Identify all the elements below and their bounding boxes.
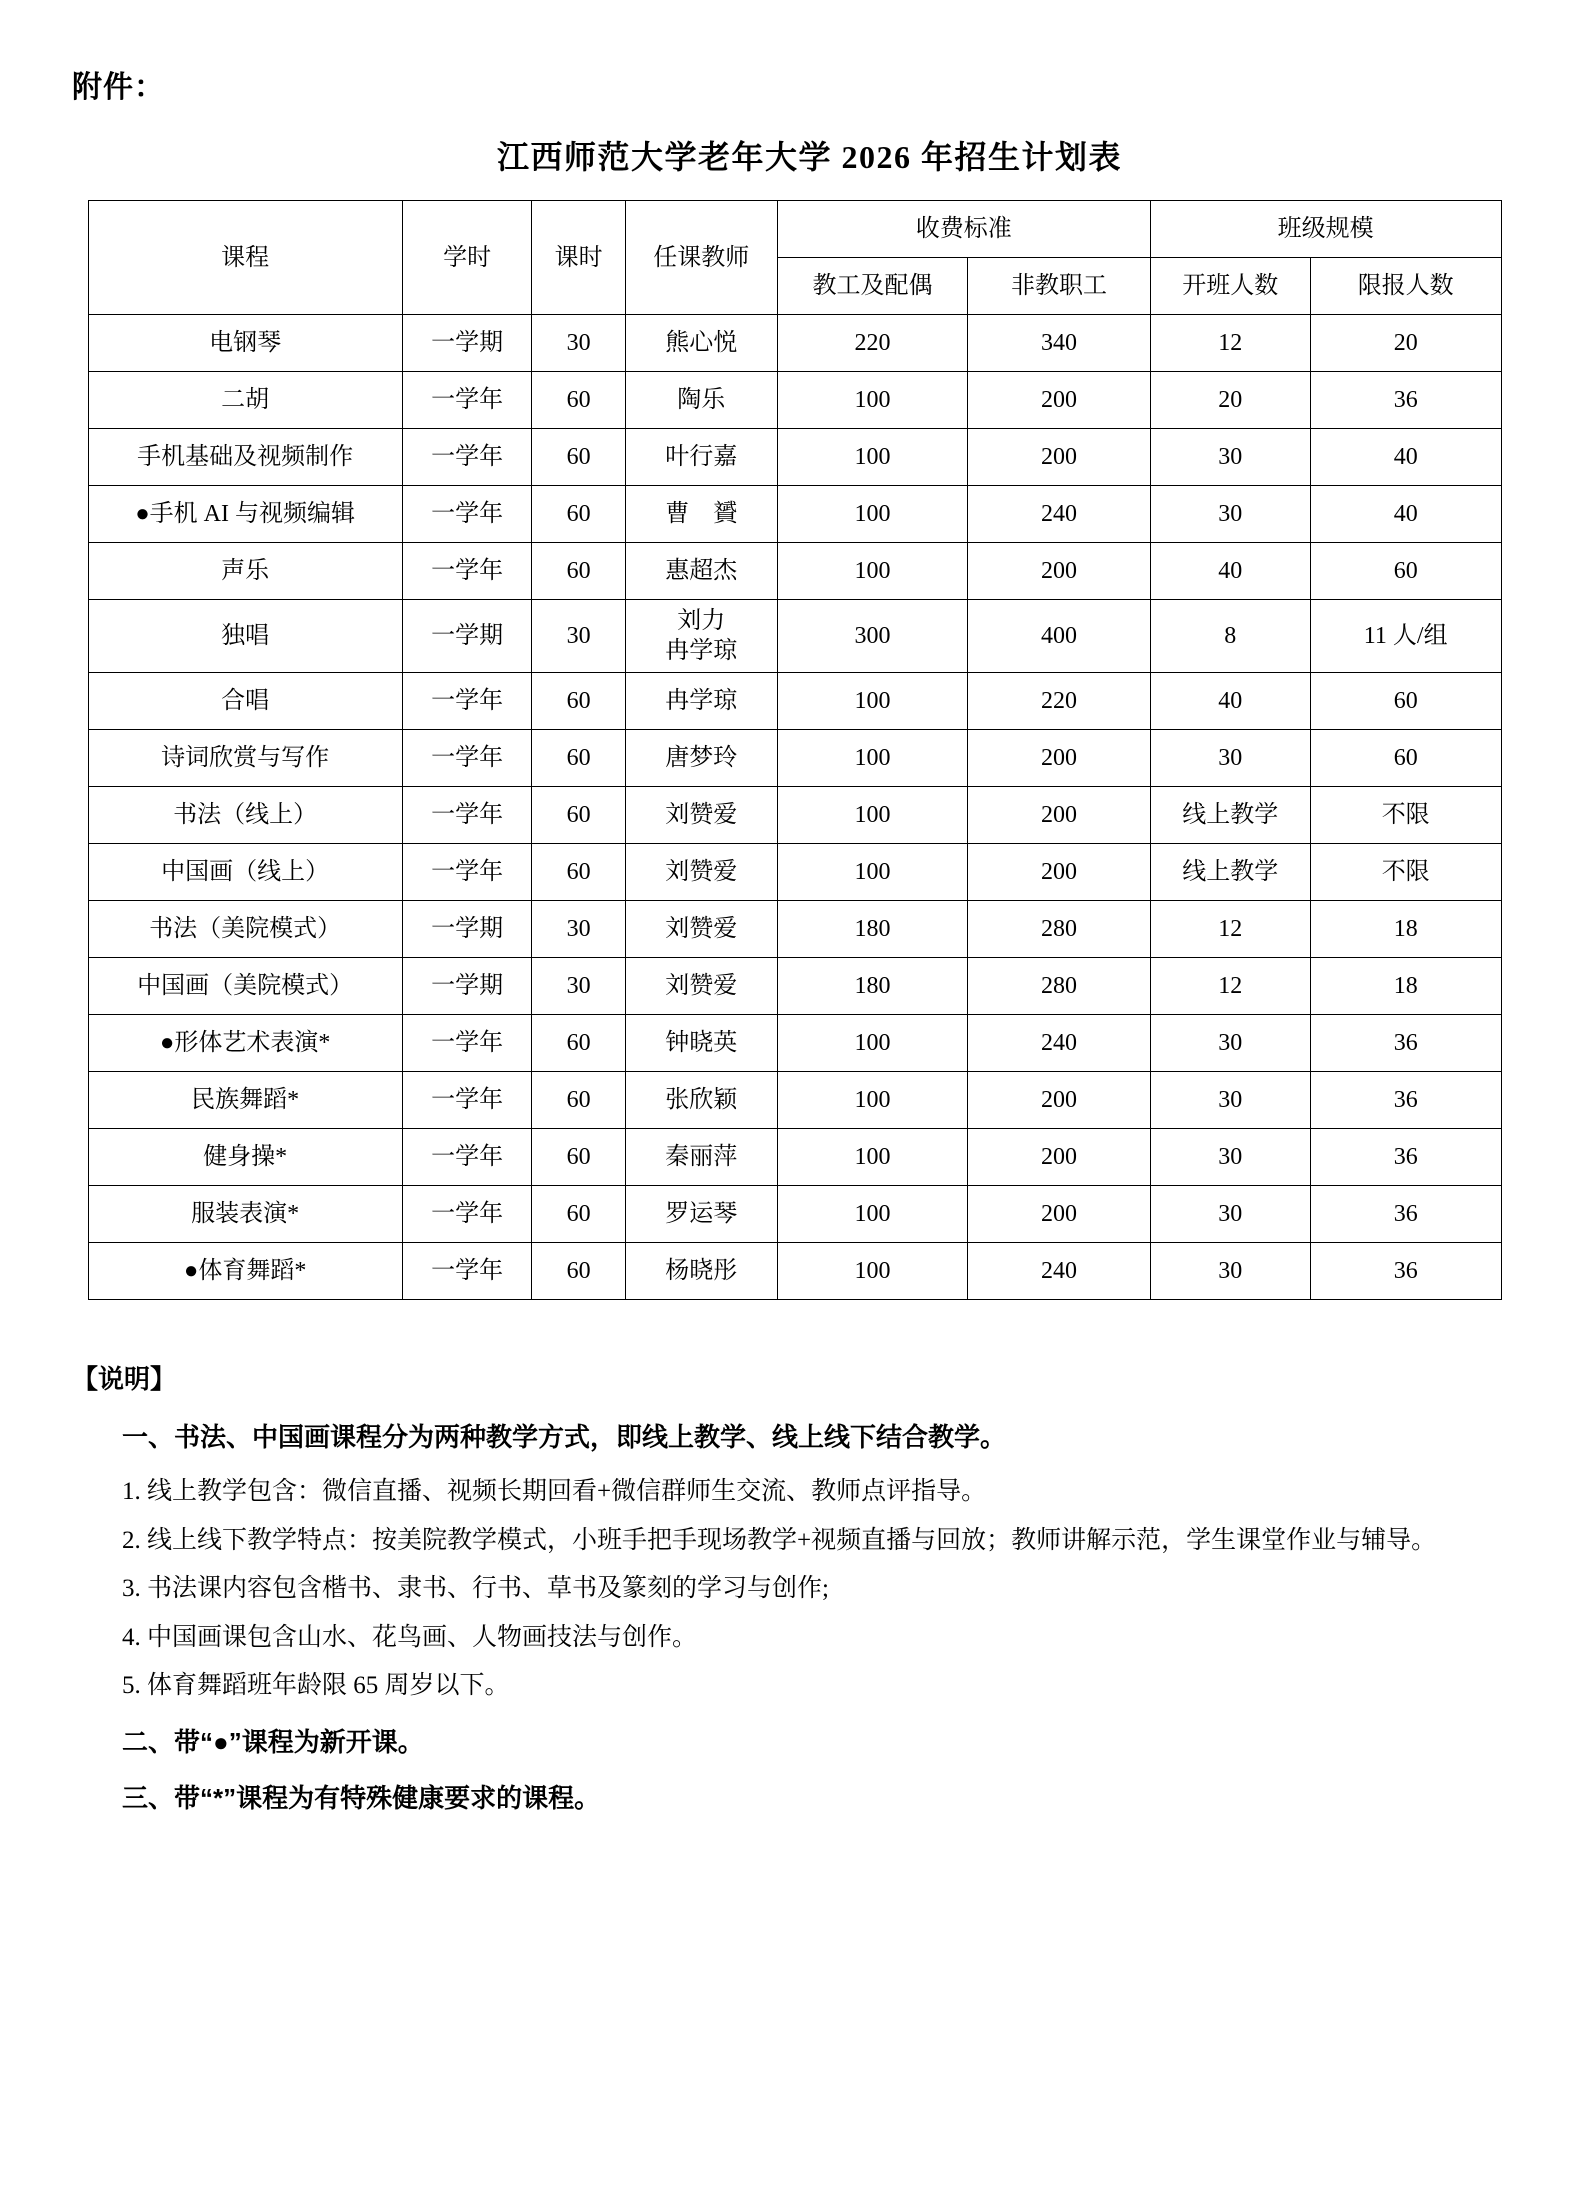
- cell-teacher: 刘赞爱: [625, 844, 777, 901]
- cell-open-count: 12: [1150, 958, 1310, 1015]
- cell-course: 独唱: [88, 600, 402, 673]
- cell-hours: 60: [532, 787, 625, 844]
- cell-open-count: 线上教学: [1150, 787, 1310, 844]
- cell-fee-nonstaff: 240: [968, 1243, 1150, 1300]
- cell-course: 声乐: [88, 543, 402, 600]
- cell-fee-staff: 100: [777, 844, 968, 901]
- cell-fee-nonstaff: 200: [968, 543, 1150, 600]
- notes-section: [70, 1358, 1519, 1819]
- cell-fee-staff: 180: [777, 958, 968, 1015]
- cell-hours: 60: [532, 429, 625, 486]
- note-sub-5: 5. 体育舞蹈班年龄限 65 周岁以下。: [122, 1672, 510, 1700]
- attachment-label: 附件：: [72, 71, 165, 104]
- cell-fee-staff: 300: [777, 600, 968, 673]
- cell-open-count: 30: [1150, 1186, 1310, 1243]
- cell-limit-count: 18: [1310, 901, 1501, 958]
- cell-open-count: 30: [1150, 486, 1310, 543]
- cell-limit-count: 40: [1310, 486, 1501, 543]
- cell-course: ●手机 AI 与视频编辑: [88, 486, 402, 543]
- cell-term: 一学年: [402, 543, 532, 600]
- cell-hours: 60: [532, 486, 625, 543]
- cell-hours: 60: [532, 1129, 625, 1186]
- cell-hours: 60: [532, 1015, 625, 1072]
- cell-fee-staff: 100: [777, 543, 968, 600]
- cell-fee-staff: 100: [777, 787, 968, 844]
- note-sub-2: 2. 线上线下教学特点：按美院教学模式，小班手把手现场教学+视频直播与回放；教师讲解示范，学生课堂作业与辅导。: [122, 1526, 1437, 1554]
- cell-fee-nonstaff: 200: [968, 787, 1150, 844]
- cell-course: 二胡: [88, 372, 402, 429]
- cell-fee-staff: 220: [777, 315, 968, 372]
- header-hours: 课时: [532, 201, 625, 315]
- note-item-1: 一、书法、中国画课程分为两种教学方式，即线上教学、线上线下结合教学。: [122, 1422, 1007, 1453]
- table-row: [88, 1015, 1501, 1072]
- cell-fee-nonstaff: 200: [968, 429, 1150, 486]
- cell-course: ●形体艺术表演*: [88, 1015, 402, 1072]
- cell-open-count: 线上教学: [1150, 844, 1310, 901]
- enrollment-plan-table: [88, 200, 1502, 1300]
- cell-term: 一学年: [402, 673, 532, 730]
- cell-term: 一学年: [402, 730, 532, 787]
- cell-limit-count: 60: [1310, 673, 1501, 730]
- cell-limit-count: 18: [1310, 958, 1501, 1015]
- header-term: 学时: [402, 201, 532, 315]
- cell-fee-staff: 100: [777, 372, 968, 429]
- cell-fee-staff: 100: [777, 730, 968, 787]
- cell-fee-staff: 100: [777, 1072, 968, 1129]
- cell-fee-staff: 100: [777, 1243, 968, 1300]
- cell-hours: 30: [532, 901, 625, 958]
- cell-open-count: 30: [1150, 730, 1310, 787]
- cell-teacher: 陶乐: [625, 372, 777, 429]
- cell-teacher: 曹 贇: [625, 486, 777, 543]
- cell-fee-staff: 100: [777, 486, 968, 543]
- cell-limit-count: 60: [1310, 543, 1501, 600]
- header-open-count: 开班人数: [1150, 258, 1310, 315]
- cell-limit-count: 36: [1310, 1072, 1501, 1129]
- cell-hours: 60: [532, 1186, 625, 1243]
- cell-course: 合唱: [88, 673, 402, 730]
- table-row: [88, 1186, 1501, 1243]
- cell-hours: 60: [532, 543, 625, 600]
- cell-open-count: 40: [1150, 673, 1310, 730]
- cell-teacher: 秦丽萍: [625, 1129, 777, 1186]
- cell-limit-count: 36: [1310, 1015, 1501, 1072]
- cell-term: 一学年: [402, 372, 532, 429]
- cell-limit-count: 36: [1310, 1186, 1501, 1243]
- cell-hours: 60: [532, 730, 625, 787]
- cell-course: 电钢琴: [88, 315, 402, 372]
- notes-heading: 【说明】: [72, 1364, 177, 1394]
- cell-limit-count: 不限: [1310, 844, 1501, 901]
- header-fee-group: 收费标准: [777, 201, 1150, 258]
- cell-fee-nonstaff: 400: [968, 600, 1150, 673]
- cell-course: 民族舞蹈*: [88, 1072, 402, 1129]
- cell-limit-count: 36: [1310, 1243, 1501, 1300]
- cell-teacher: 刘赞爱: [625, 901, 777, 958]
- note-sub-3: 3. 书法课内容包含楷书、隶书、行书、草书及篆刻的学习与创作;: [122, 1575, 829, 1603]
- cell-fee-staff: 100: [777, 1015, 968, 1072]
- cell-open-count: 30: [1150, 1243, 1310, 1300]
- table-row: [88, 1072, 1501, 1129]
- cell-limit-count: 40: [1310, 429, 1501, 486]
- cell-term: 一学年: [402, 1129, 532, 1186]
- cell-teacher: 刘力 冉学琼: [625, 600, 777, 673]
- table-row: [88, 673, 1501, 730]
- cell-teacher: 叶行嘉: [625, 429, 777, 486]
- cell-term: 一学年: [402, 1243, 532, 1300]
- cell-term: 一学年: [402, 787, 532, 844]
- cell-open-count: 8: [1150, 600, 1310, 673]
- cell-open-count: 30: [1150, 429, 1310, 486]
- cell-teacher: 惠超杰: [625, 543, 777, 600]
- cell-fee-nonstaff: 340: [968, 315, 1150, 372]
- cell-teacher: 冉学琼: [625, 673, 777, 730]
- cell-course: 中国画（线上）: [88, 844, 402, 901]
- cell-limit-count: 36: [1310, 372, 1501, 429]
- cell-fee-nonstaff: 200: [968, 730, 1150, 787]
- cell-open-count: 30: [1150, 1015, 1310, 1072]
- note-item-3: 三、带“*”课程为有特殊健康要求的课程。: [122, 1782, 601, 1813]
- cell-teacher: 唐梦玲: [625, 730, 777, 787]
- cell-fee-nonstaff: 240: [968, 1015, 1150, 1072]
- table-row: [88, 1129, 1501, 1186]
- cell-hours: 60: [532, 1243, 625, 1300]
- cell-fee-nonstaff: 200: [968, 372, 1150, 429]
- cell-hours: 30: [532, 958, 625, 1015]
- cell-course: 手机基础及视频制作: [88, 429, 402, 486]
- cell-term: 一学年: [402, 1072, 532, 1129]
- cell-teacher: 张欣颖: [625, 1072, 777, 1129]
- note-item-2: 二、带“●”课程为新开课。: [122, 1726, 424, 1757]
- table-row: [88, 315, 1501, 372]
- table-header-row-1: [88, 201, 1501, 258]
- table-head: [88, 201, 1501, 315]
- cell-fee-nonstaff: 220: [968, 673, 1150, 730]
- cell-fee-nonstaff: 280: [968, 958, 1150, 1015]
- table-row: [88, 486, 1501, 543]
- cell-fee-nonstaff: 200: [968, 1072, 1150, 1129]
- cell-fee-nonstaff: 200: [968, 1129, 1150, 1186]
- cell-fee-staff: 180: [777, 901, 968, 958]
- cell-open-count: 12: [1150, 901, 1310, 958]
- note-sub-1: 1. 线上教学包含：微信直播、视频长期回看+微信群师生交流、教师点评指导。: [122, 1478, 987, 1506]
- table-row: [88, 600, 1501, 673]
- cell-fee-staff: 100: [777, 673, 968, 730]
- cell-open-count: 30: [1150, 1129, 1310, 1186]
- table-row: [88, 958, 1501, 1015]
- cell-limit-count: 36: [1310, 1129, 1501, 1186]
- cell-course: 健身操*: [88, 1129, 402, 1186]
- cell-term: 一学期: [402, 958, 532, 1015]
- table-row: [88, 844, 1501, 901]
- cell-term: 一学年: [402, 1186, 532, 1243]
- cell-fee-nonstaff: 200: [968, 844, 1150, 901]
- cell-course: ●体育舞蹈*: [88, 1243, 402, 1300]
- header-fee-nonstaff: 非教职工: [968, 258, 1150, 315]
- cell-limit-count: 不限: [1310, 787, 1501, 844]
- cell-fee-nonstaff: 280: [968, 901, 1150, 958]
- cell-teacher: 钟晓英: [625, 1015, 777, 1072]
- cell-teacher: 熊心悦: [625, 315, 777, 372]
- cell-course: 书法（美院模式）: [88, 901, 402, 958]
- table-row: [88, 787, 1501, 844]
- cell-fee-nonstaff: 240: [968, 486, 1150, 543]
- cell-course: 书法（线上）: [88, 787, 402, 844]
- cell-open-count: 20: [1150, 372, 1310, 429]
- cell-fee-staff: 100: [777, 429, 968, 486]
- cell-hours: 60: [532, 844, 625, 901]
- cell-term: 一学期: [402, 600, 532, 673]
- cell-teacher: 刘赞爱: [625, 787, 777, 844]
- cell-open-count: 12: [1150, 315, 1310, 372]
- cell-fee-staff: 100: [777, 1129, 968, 1186]
- cell-hours: 60: [532, 1072, 625, 1129]
- cell-teacher: 刘赞爱: [625, 958, 777, 1015]
- cell-hours: 30: [532, 315, 625, 372]
- cell-hours: 30: [532, 600, 625, 673]
- cell-limit-count: 60: [1310, 730, 1501, 787]
- cell-teacher: 罗运琴: [625, 1186, 777, 1243]
- cell-limit-count: 11 人/组: [1310, 600, 1501, 673]
- cell-term: 一学年: [402, 1015, 532, 1072]
- note-sub-4: 4. 中国画课包含山水、花鸟画、人物画技法与创作。: [122, 1623, 698, 1651]
- cell-term: 一学期: [402, 901, 532, 958]
- cell-course: 服装表演*: [88, 1186, 402, 1243]
- cell-term: 一学年: [402, 429, 532, 486]
- cell-open-count: 40: [1150, 543, 1310, 600]
- table-row: [88, 543, 1501, 600]
- cell-course: 诗词欣赏与写作: [88, 730, 402, 787]
- table-body: [88, 315, 1501, 1300]
- cell-term: 一学年: [402, 844, 532, 901]
- cell-term: 一学年: [402, 486, 532, 543]
- cell-limit-count: 20: [1310, 315, 1501, 372]
- cell-fee-nonstaff: 200: [968, 1186, 1150, 1243]
- table-row: [88, 372, 1501, 429]
- header-course: 课程: [88, 201, 402, 315]
- header-limit-count: 限报人数: [1310, 258, 1501, 315]
- cell-open-count: 30: [1150, 1072, 1310, 1129]
- table-row: [88, 1243, 1501, 1300]
- page-title: 江西师范大学老年大学 2026 年招生计划表: [496, 139, 1122, 175]
- header-fee-staff: 教工及配偶: [777, 258, 968, 315]
- table-row: [88, 901, 1501, 958]
- table-row: [88, 429, 1501, 486]
- cell-course: 中国画（美院模式）: [88, 958, 402, 1015]
- header-teacher: 任课教师: [625, 201, 777, 315]
- cell-hours: 60: [532, 372, 625, 429]
- header-class-group: 班级规模: [1150, 201, 1501, 258]
- cell-teacher: 杨晓彤: [625, 1243, 777, 1300]
- table-row: [88, 730, 1501, 787]
- cell-hours: 60: [532, 673, 625, 730]
- cell-fee-staff: 100: [777, 1186, 968, 1243]
- cell-term: 一学期: [402, 315, 532, 372]
